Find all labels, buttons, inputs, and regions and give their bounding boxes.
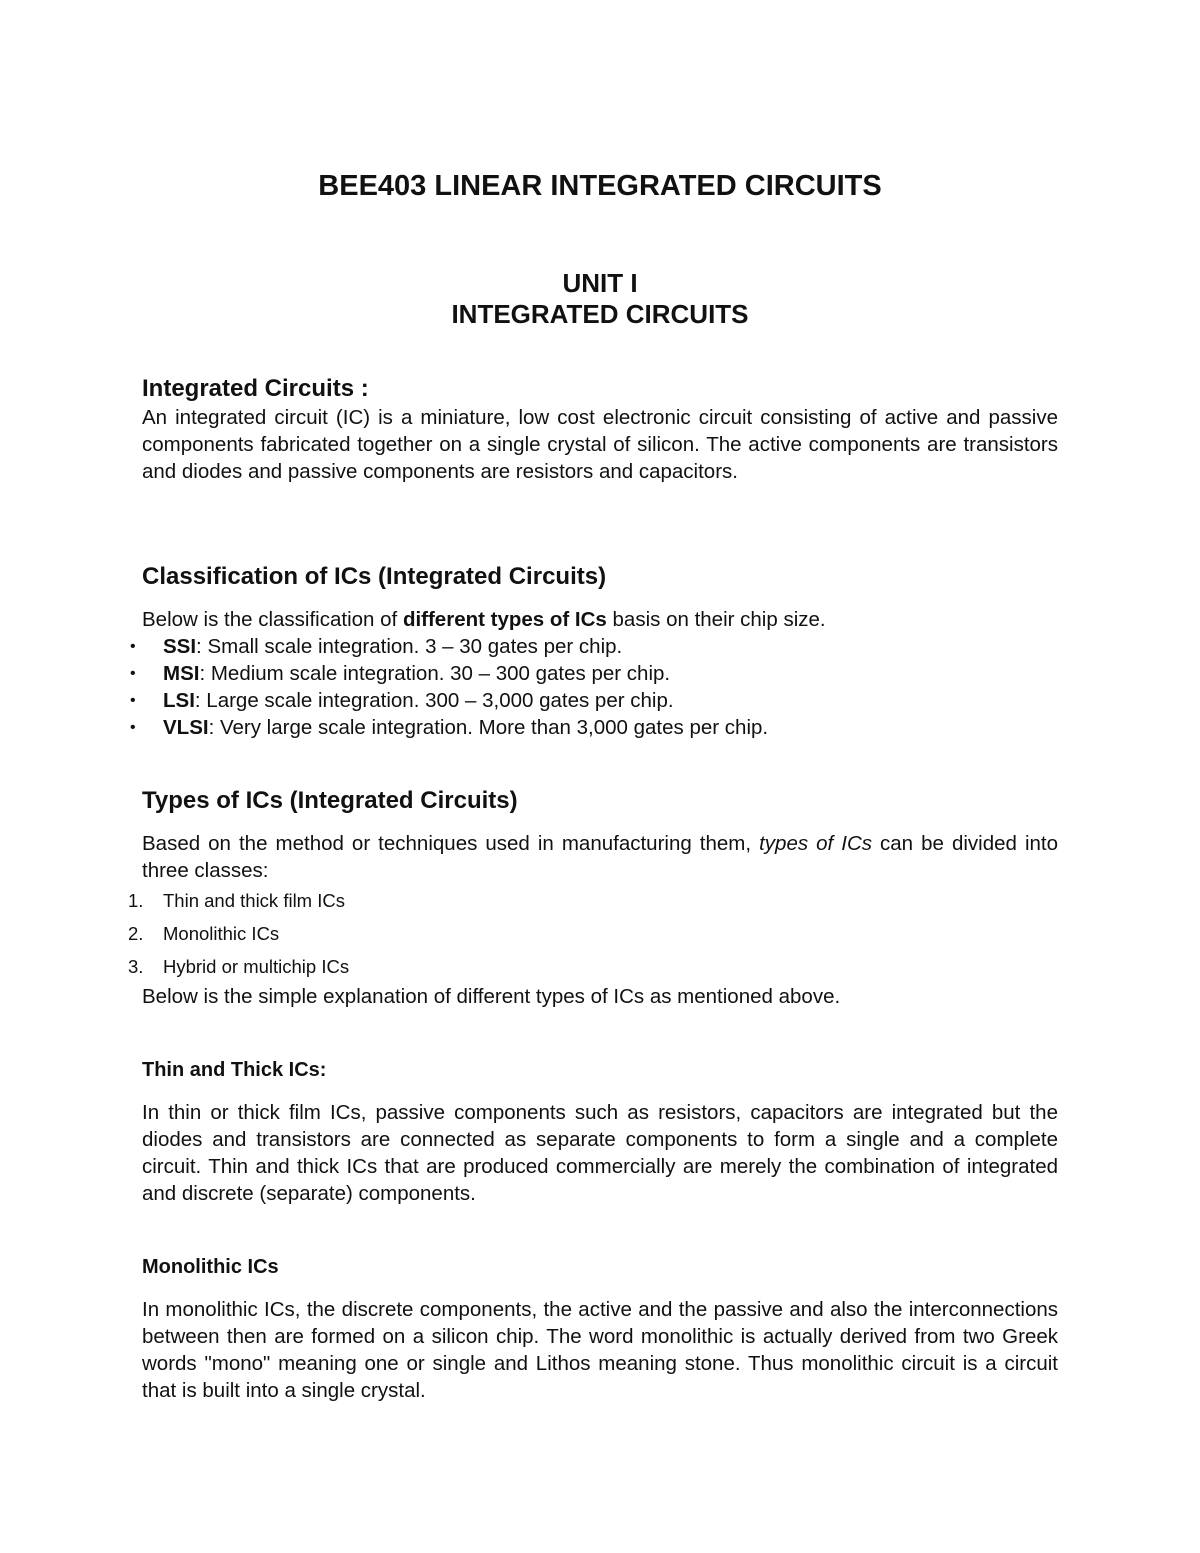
thin-thick-section	[142, 1057, 1058, 1207]
document-title: BEE403 LINEAR INTEGRATED CIRCUITS	[318, 170, 882, 202]
classification-intro-text: Below is the classification of	[142, 608, 403, 631]
list-item	[130, 714, 1058, 741]
thin-thick-heading: Thin and Thick ICs:	[142, 1059, 327, 1081]
list-item	[130, 660, 1058, 687]
classification-list	[130, 633, 1058, 741]
intro-section	[142, 374, 1058, 485]
item-text: : Very large scale integration. More than 3,000 gates per chip.	[208, 716, 769, 739]
bullet-icon: •	[130, 692, 136, 709]
classification-intro-tail: basis on their chip size.	[606, 608, 826, 631]
types-intro-tail: can be divided into three classes:	[142, 832, 1058, 882]
intro-heading: Integrated Circuits :	[142, 375, 369, 402]
item-text: : Small scale integration. 3 – 30 gates per chip.	[196, 635, 623, 658]
item-number: 1.	[128, 890, 144, 911]
types-list	[128, 884, 1058, 983]
bullet-icon: •	[130, 665, 136, 682]
list-item	[128, 917, 1058, 950]
classification-heading: Classification of ICs (Integrated Circuits)	[142, 563, 607, 590]
item-number: 3.	[128, 956, 144, 977]
unit-label: UNIT I	[562, 268, 638, 298]
unit-heading	[142, 268, 1058, 330]
list-item	[128, 950, 1058, 983]
item-text: Hybrid or multichip ICs	[163, 956, 350, 977]
types-heading: Types of ICs (Integrated Circuits)	[142, 787, 518, 814]
types-outro: Below is the simple explanation of different types of ICs as mentioned above.	[142, 985, 841, 1008]
item-term: MSI	[163, 662, 200, 685]
bullet-icon: •	[130, 638, 136, 655]
item-text: : Large scale integration. 300 – 3,000 gates per chip.	[194, 689, 674, 712]
item-text: Thin and thick film ICs	[163, 890, 345, 911]
item-text: Monolithic ICs	[163, 923, 280, 944]
types-intro	[142, 830, 1058, 884]
classification-intro	[142, 606, 1058, 633]
list-item	[130, 633, 1058, 660]
item-number: 2.	[128, 923, 144, 944]
types-intro-italic: types of ICs	[759, 832, 872, 855]
classification-intro-bold: different types of ICs	[402, 608, 607, 631]
monolithic-section	[142, 1254, 1058, 1404]
list-item	[130, 687, 1058, 714]
types-section	[128, 786, 1058, 1010]
monolithic-paragraph: In monolithic ICs, the discrete components, the active and the passive and also the interconnections between then are formed on a silicon chip. The word monolithic is actually derived from two Greek words "mono" meaning one or single and Lithos meaning stone. Thus monolithic circuit is a circuit that is built into a single crystal.	[142, 1298, 1058, 1402]
classification-section	[130, 562, 1058, 741]
intro-paragraph: An integrated circuit (IC) is a miniature, low cost electronic circuit consisting of active and passive components fabricated together on a single crystal of silicon. The active components are transistors and diodes and passive components are resistors and capacitors.	[142, 406, 1058, 483]
types-intro-text: Based on the method or techniques used in manufacturing them,	[142, 832, 760, 855]
item-term: VLSI	[163, 716, 209, 739]
item-term: SSI	[163, 635, 197, 658]
unit-title: INTEGRATED CIRCUITS	[451, 299, 749, 329]
list-item	[128, 884, 1058, 917]
item-text: : Medium scale integration. 30 – 300 gates per chip.	[199, 662, 671, 685]
bullet-icon: •	[130, 719, 136, 736]
monolithic-heading: Monolithic ICs	[142, 1256, 279, 1278]
item-term: LSI	[163, 689, 195, 712]
thin-thick-paragraph: In thin or thick film ICs, passive components such as resistors, capacitors are integrated but the diodes and transistors are connected as separate components to form a single and a complete circuit. Thin and thick ICs that are produced commercially are merely the combination of integrated and discrete (separate) components.	[142, 1101, 1058, 1205]
